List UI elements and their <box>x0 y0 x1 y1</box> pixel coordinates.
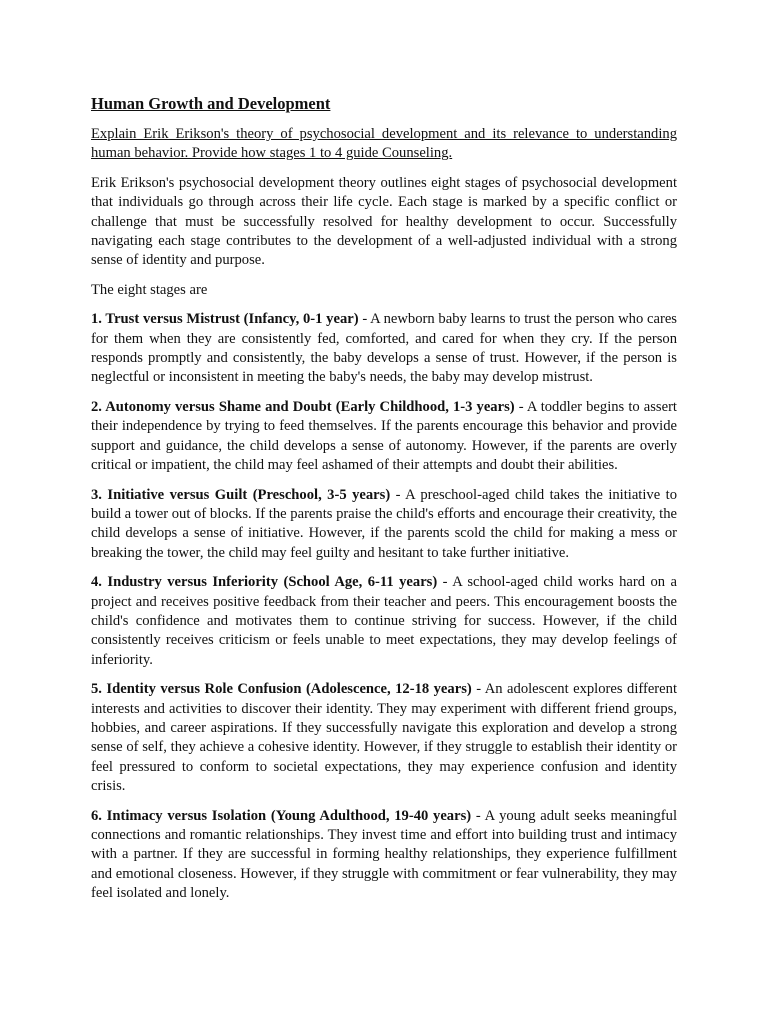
stage-text-1: - A newborn baby learns to trust the person who cares for them when they are consistently fed, comforted, and cared for when they cry. If the person responds promptly and consistently, the baby develops a sense of trust. However, if the person is neglectful or inconsistent in meeting the baby's needs, the baby may develop mistrust. <box>91 311 677 386</box>
stage-title-4: 4. Industry versus Inferiority (School Age, 6-11 years) <box>91 574 438 591</box>
stage-title-5: 5. Identity versus Role Confusion (Adolescence, 12-18 years) <box>91 681 472 698</box>
intro-paragraph: Erik Erikson's psychosocial development theory outlines eight stages of psychosocial development that individuals go through across their life cycle. Each stage is marked by a specific conflict or challenge that must be successfully resolved for healthy development to occur. Successfully navigating each stage contributes to the development of a well-adjusted individual with a strong sense of identity and purpose. <box>91 174 677 269</box>
stage-paragraph-5 <box>91 680 677 796</box>
stage-paragraph-6 <box>91 807 677 904</box>
stages-intro: The eight stages are <box>91 281 208 298</box>
stage-paragraph-3 <box>91 486 677 564</box>
stage-text-5: - An adolescent explores different interests and activities to discover their identity. They may experiment with different friend groups, hobbies, and career aspirations. If they successfully navigate this exploration and develop a strong sense of self, they achieve a cohesive identity. However, if they struggle to establish their identity or feel pressured to conform to societal expectations, they may experience confusion and identity crisis. <box>91 681 677 795</box>
document-page <box>91 93 677 914</box>
essay-question: Explain Erik Erikson's theory of psychosocial development and its relevance to understanding human behavior. Provide how stages 1 to 4 guide Counseling. <box>91 126 677 162</box>
stage-title-3: 3. Initiative versus Guilt (Preschool, 3-5 years) <box>91 486 391 503</box>
stage-title-6: 6. Intimacy versus Isolation (Young Adulthood, 19-40 years) <box>91 807 472 824</box>
stage-text-6: - A young adult seeks meaningful connections and romantic relationships. They invest time and effort into building trust and intimacy with a partner. If they are successful in forming healthy relationships, they experience fulfillment and emotional closeness. However, if they struggle with commitment or fear vulnerability, they may feel isolated and lonely. <box>91 807 677 902</box>
stage-text-4: - A school-aged child works hard on a project and receives positive feedback from their teacher and peers. This encouragement boosts the child's confidence and motivates them to continue striving for success. However, if the child consistently receives criticism or feels unable to meet expectations, they may develop feelings of inferiority. <box>91 574 677 668</box>
stage-paragraph-2 <box>91 398 677 476</box>
stage-paragraph-4 <box>91 573 677 670</box>
document-title: Human Growth and Development <box>91 94 331 113</box>
stage-text-2: - A toddler begins to assert their independence by trying to feed themselves. If the parents encourage this behavior and provide support and guidance, the child develops a sense of autonomy. However, if the parents are overly critical or impatient, the child may feel ashamed of their attempts and doubt their abilities. <box>91 398 677 474</box>
stage-title-1: 1. Trust versus Mistrust (Infancy, 0-1 year) <box>91 311 359 328</box>
stage-title-2: 2. Autonomy versus Shame and Doubt (Early Childhood, 1-3 years) <box>91 398 515 415</box>
stage-paragraph-1 <box>91 310 677 388</box>
stage-text-3: - A preschool-aged child takes the initiative to build a tower out of blocks. If the parents praise the child's efforts and encourage their creativity, the child develops a sense of initiative. However, if the parents scold the child for making a mess or breaking the tower, the child may feel guilty and hesitant to take further initiative. <box>91 486 678 561</box>
